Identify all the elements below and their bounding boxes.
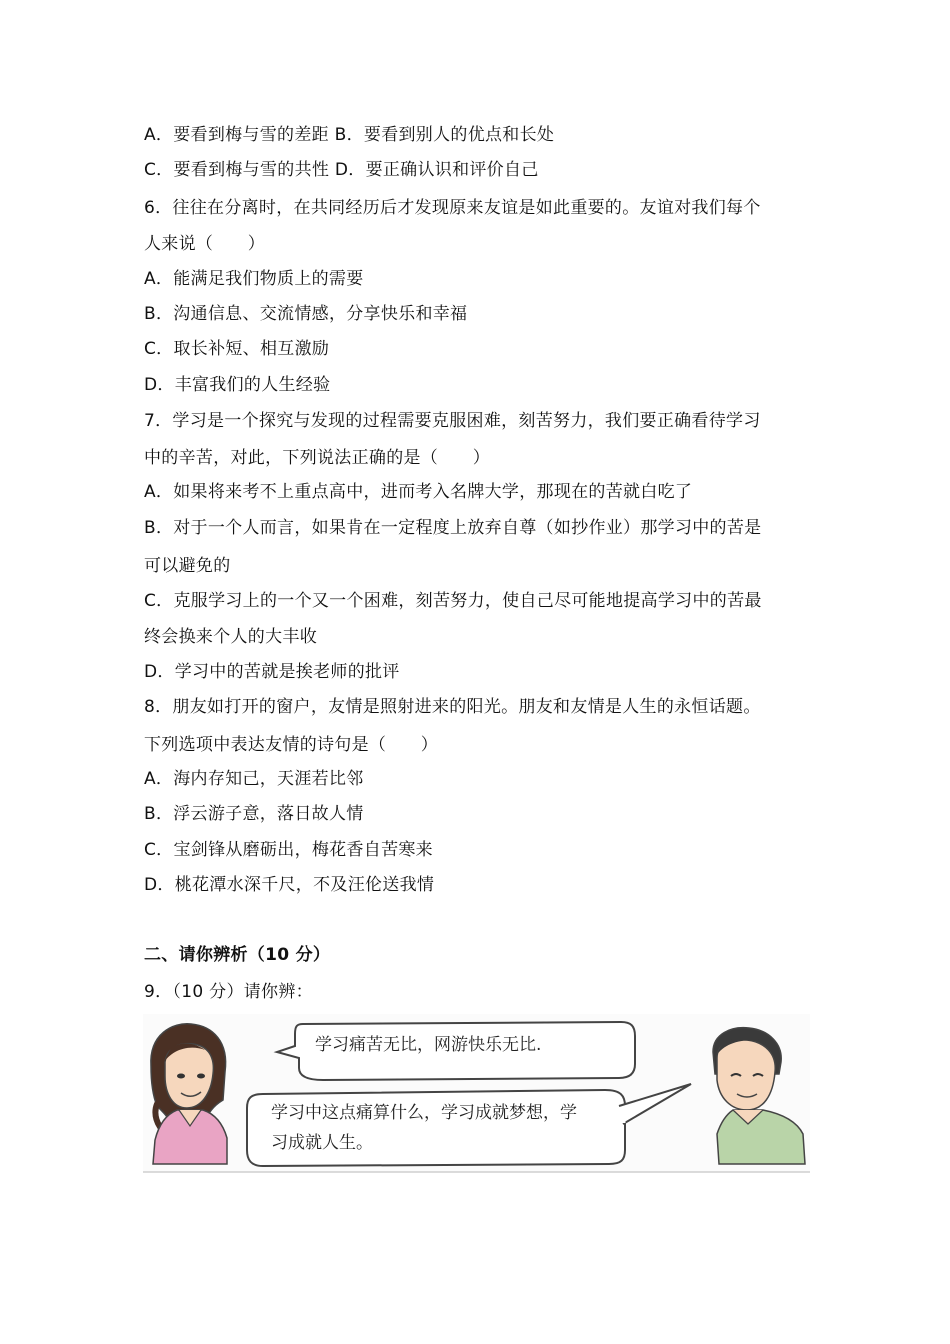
girl-character [151, 1024, 227, 1164]
q5-option-line-2: C．要看到梅与雪的共性 D．要正确认识和评价自己 [144, 160, 539, 180]
bubble-bottom-text-line-2: 习成就人生。 [271, 1133, 373, 1153]
q8-stem-line-2: 下列选项中表达友情的诗句是（ ） [144, 735, 439, 755]
q6-option-b: B．沟通信息、交流情感，分享快乐和幸福 [144, 304, 468, 324]
q8-option-d: D．桃花潭水深千尺，不及汪伦送我情 [144, 875, 435, 895]
q6-stem-line-1: 6．往往在分离时，在共同经历后才发现原来友谊是如此重要的。友谊对我们每个 [144, 198, 761, 218]
q7-option-d: D．学习中的苦就是挨老师的批评 [144, 662, 400, 682]
q7-option-c-line-2: 终会换来个人的大丰收 [144, 627, 317, 647]
bubble-top-text: 学习痛苦无比，网游快乐无比. [315, 1035, 542, 1055]
q6-option-a: A．能满足我们物质上的需要 [144, 269, 364, 289]
dialogue-illustration [143, 1014, 810, 1174]
q7-option-b-line-2: 可以避免的 [144, 556, 231, 576]
q7-option-c-line-1: C．克服学习上的一个又一个困难，刻苦努力，使自己尽可能地提高学习中的苦最 [144, 591, 762, 611]
q7-stem-line-2: 中的辛苦，对此，下列说法正确的是（ ） [144, 448, 490, 468]
q6-stem-line-2: 人来说（ ） [144, 234, 266, 254]
q8-option-c: C．宝剑锋从磨砺出，梅花香自苦寒来 [144, 840, 433, 860]
section-heading: 二、请你辨析（10 分） [144, 945, 331, 965]
q8-stem-line-1: 8．朋友如打开的窗户，友情是照射进来的阳光。朋友和友情是人生的永恒话题。 [144, 697, 761, 717]
q6-option-d: D．丰富我们的人生经验 [144, 375, 331, 395]
q5-option-line-1: A．要看到梅与雪的差距 B．要看到别人的优点和长处 [144, 125, 555, 145]
bubble-bottom-text-line-1: 学习中这点痛算什么，学习成就梦想，学 [271, 1103, 577, 1123]
q8-option-a: A．海内存知己，天涯若比邻 [144, 769, 364, 789]
q6-option-c: C．取长补短、相互激励 [144, 339, 330, 359]
q7-option-b-line-1: B．对于一个人而言，如果肯在一定程度上放弃自尊（如抄作业）那学习中的苦是 [144, 518, 762, 538]
q7-stem-line-1: 7．学习是一个探究与发现的过程需要克服困难，刻苦努力，我们要正确看待学习 [144, 411, 761, 431]
q9-stem: 9．（10 分）请你辨： [144, 982, 313, 1002]
q8-option-b: B．浮云游子意，落日故人情 [144, 804, 364, 824]
q7-option-a: A．如果将来考不上重点高中，进而考入名牌大学，那现在的苦就白吃了 [144, 482, 693, 502]
